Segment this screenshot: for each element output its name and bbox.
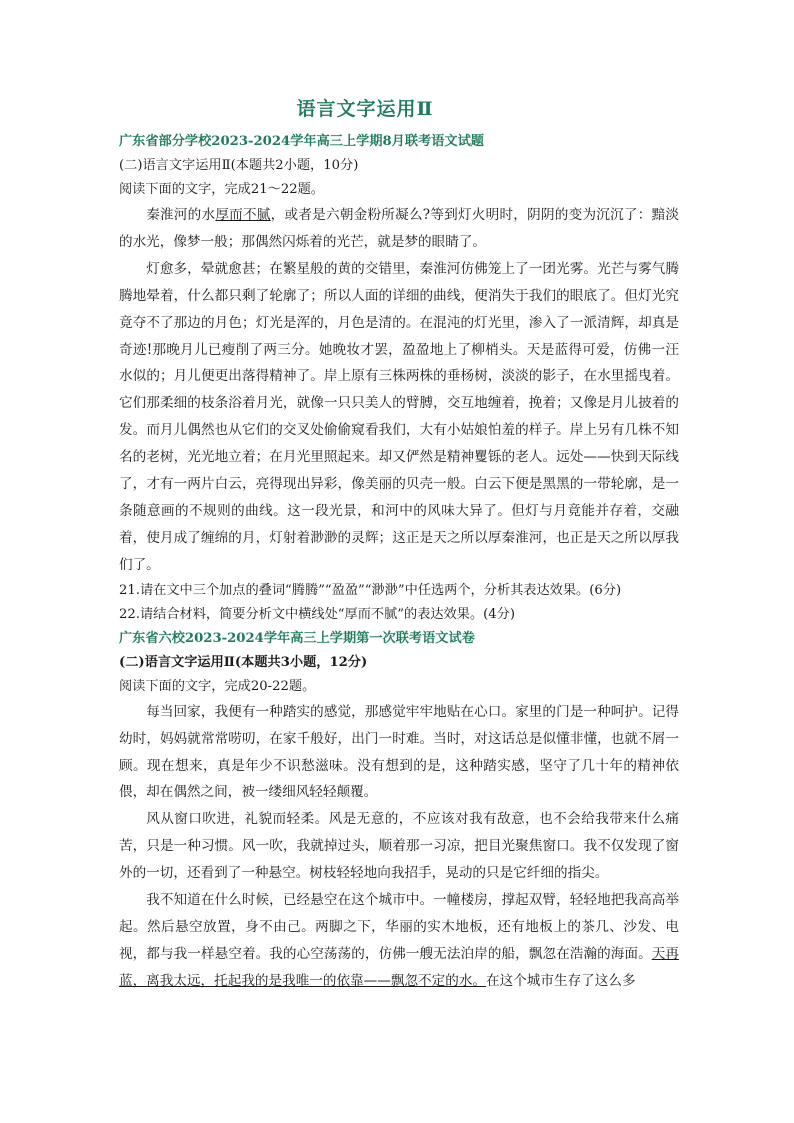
section2-paragraph-1: 每当回家，我便有一种踏实的感觉，那感觉牢牢地贴在心口。家里的门是一种呵护。记得幼时，妈妈就常常唠叨，在家千般好，出门一时难。当时，对这话总是似懂非懂，也就不屑一顾。现在想来，真是年少不识愁滋味。没有想到的是，这种踏实感，坚守了几十年的精神依偎，却在偶然之间，被一缕细风轻轻颠覆。 xyxy=(119,703,679,801)
page-title: 语言文字运用Ⅱ xyxy=(296,98,434,120)
p1-text-b: ，或者是六朝金粉所凝么?等到灯火明时，阴阴的变为沉沉了：黯淡的水光，像梦一般；那偶然闪烁着的光芒，就是梦的眼睛了。 xyxy=(119,207,680,250)
section2-subheading: (二)语言文字运用Ⅱ(本题共3小题，12分) xyxy=(119,654,368,670)
p3-text-b: 在这个城市生存了这么多 xyxy=(486,972,636,989)
section2-heading: 广东省六校2023-2024学年高三上学期第一次联考语文试卷 xyxy=(119,630,475,646)
section1-subheading: (二)语言文字运用Ⅱ(本题共2小题，10分) xyxy=(119,158,359,173)
section2-paragraph-2: 风从窗口吹进，礼貌而轻柔。风是无意的，不应该对我有敌意，也不会给我带来什么痛苦，只是一种习惯。风一吹，我就掉过头，顺着那一习凉，把目光聚焦窗口。我不仅发现了窗外的一切，还看到了一种悬空。树枝轻轻地向我招手，晃动的只是它纤细的指尖。 xyxy=(119,811,679,882)
p1-text-a: 秦淮河的水 xyxy=(146,207,216,223)
document-content xyxy=(119,130,679,995)
section2-paragraph-3 xyxy=(119,887,679,995)
p3-underlined-sentence: 天再蓝，离我太远，托起我的是我唯一的依靠——飘忽不定的水。 xyxy=(119,945,680,989)
section1-heading: 广东省部分学校2023-2024学年高三上学期8月联考语文试题 xyxy=(119,134,484,149)
p3-text-a: 我不知道在什么时候，已经悬空在这个城市中。一幢楼房，撑起双臂，轻轻地把我高高举起。然后悬空放置，身不由己。两脚之下，华丽的实木地板，还有地板上的茶几、沙发、电视，都与我一样悬空着。我的心空荡荡的，仿佛一艘无法泊岸的船，飘忽在浩瀚的海面。 xyxy=(119,892,679,962)
question-21: 21.请在文中三个加点的叠词“腾腾”“盈盈”“渺渺”中任选两个，分析其表达效果。(6分) xyxy=(119,582,622,598)
section2-instruction: 阅读下面的文字，完成20-22题。 xyxy=(119,678,316,694)
question-22: 22.请结合材料，简要分析文中横线处“厚而不腻”的表达效果。(4分) xyxy=(119,606,516,622)
p1-underlined-phrase: 厚而不腻 xyxy=(215,207,271,223)
section1-paragraph-2: 灯愈多，晕就愈甚；在繁星般的黄的交错里，秦淮河仿佛笼上了一团光雾。光芒与雾气腾腾地晕着，什么都只剩了轮廓了；所以人面的详细的曲线，便消失于我们的眼底了。但灯光究竟夺不了那边的月色；灯光是浑的，月色是清的。在混沌的灯光里，渗入了一派清辉，却真是奇迹!那晚月儿已瘦削了两三分。她晚妆才罢，盈盈地上了柳梢头。天是蓝得可爱，仿佛一汪水似的；月儿便更出落得精神了。岸上原有三株两株的垂杨树，淡淡的影子，在水里摇曳着。它们那柔细的枝条浴着月光，就像一只只美人的臂膊，交互地缠着，挽着；又像是月儿披着的发。而月儿偶然也从它们的交叉处偷偷窥看我们，大有小姑娘怕羞的样子。岸上另有几株不知名的老树，光光地立着；在月光里照起来。却又俨然是精神矍铄的老人。远处——快到天际线了，才有一两片白云，亮得现出异彩，像美丽的贝壳一般。白云下便是黑黑的一带轮廓，是一条随意画的不规则的曲线。这一段光景，和河中的风味大异了。但灯与月竟能并存着，交融着，使月成了缠绵的月，灯射着渺渺的灵辉；这正是天之所以厚秦淮河，也正是天之所以厚我们了。 xyxy=(119,260,679,573)
section1-paragraph-1 xyxy=(119,202,679,256)
section1-instruction: 阅读下面的文字，完成21～22题。 xyxy=(119,182,324,197)
